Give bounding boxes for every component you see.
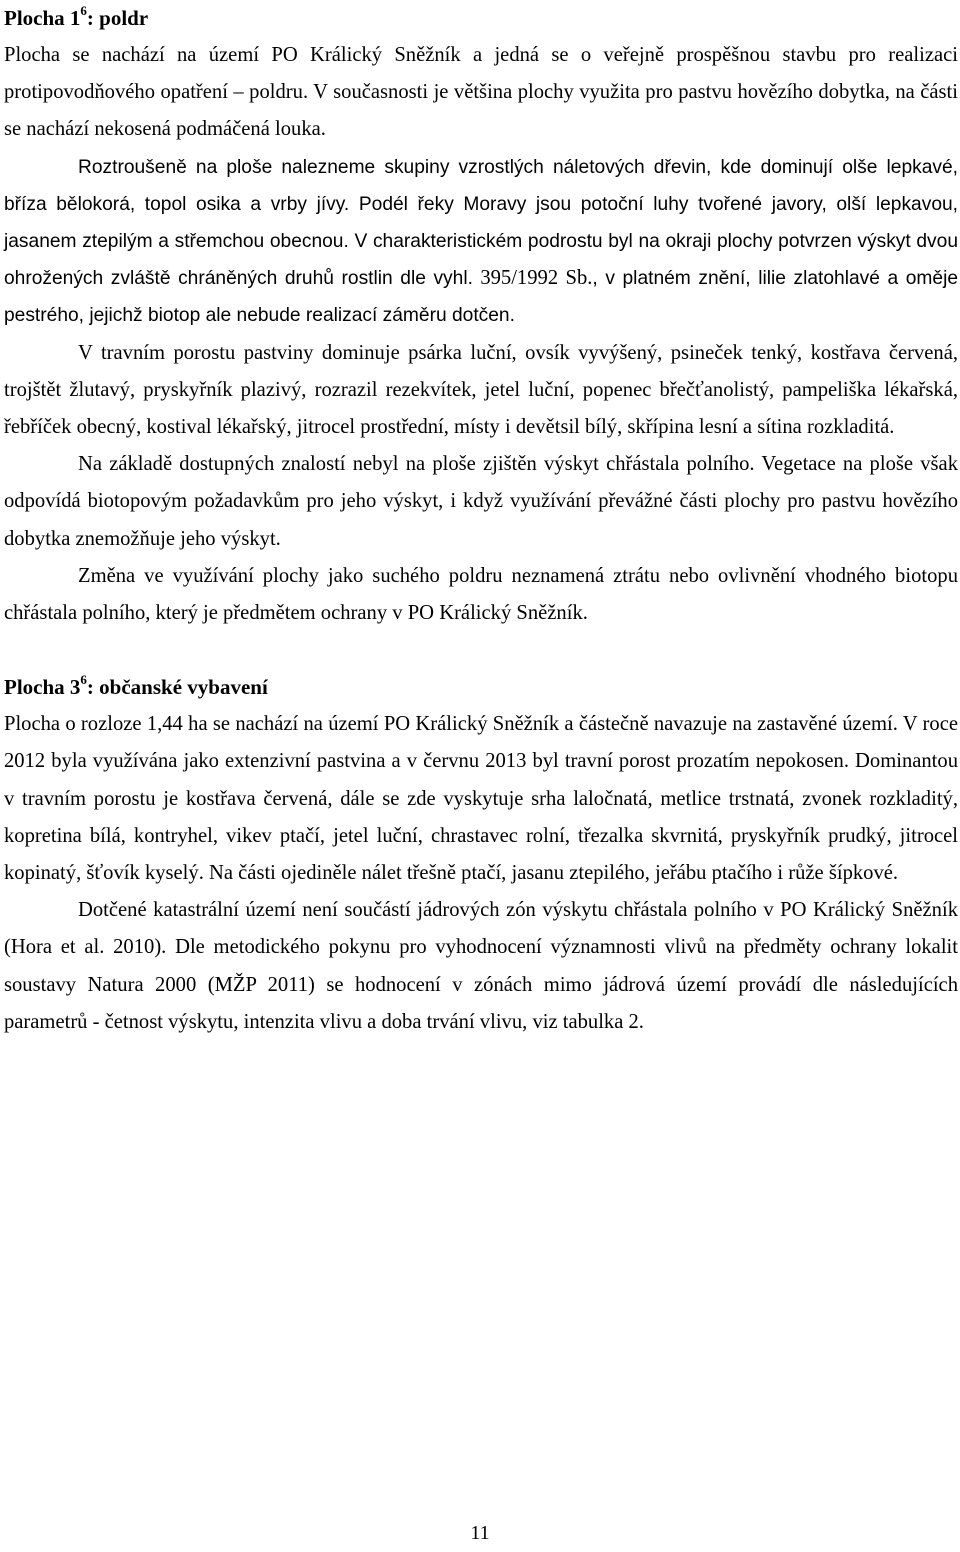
vegetation-text-end: , v platném znění, lilie zlatohlavé a oměje pestrého, jejichž biotop ale nebude realizací záměru dotčen. [4,268,958,327]
heading-text: Plocha 3 [4,675,81,700]
section-gap [4,632,958,669]
paragraph-grassland: V travním porostu pastviny dominuje psárka luční, ovsík vyvýšený, psineček tenký, kostřava červená, trojštět žlutavý, pryskyřník plazivý, rozrazil rezekvítek, jetel luční, popenec břečťanolistý, pampeliška lékařská, řebříček obecný, kostival lékařský, jitrocel prostřední, místy i devětsil bílý, skřípina lesní a sítina rozkladitá. [4,341,958,439]
page-content [4,0,958,1041]
footnote-ref: 6 [80,672,87,688]
footnote-ref: 6 [80,3,87,18]
heading-suffix: : poldr [86,6,149,30]
paragraph-impact: Změna ve využívání plochy jako suchého poldru neznamená ztrátu nebo ovlivnění vhodného biotopu chřástala polního, který je předmětem ochrany v PO Králický Sněžník. [4,564,958,625]
heading-suffix: : občanské vybavení [86,675,268,700]
heading-text: Plocha 1 [4,6,81,30]
paragraph-location: Plocha se nachází na území PO Králický Sněžník a jedná se o veřejně prospěšnou stavbu pro realizaci protipovodňového opatření – poldru. V současnosti je většina plochy využita pro pastvu hovězího dobytka, na části se nachází nekosená podmáčená louka. [4,44,958,141]
section-heading-plocha-1 [4,0,958,37]
paragraph-area-description: Plocha o rozloze 1,44 ha se nachází na území PO Králický Sněžník a částečně navazuje na zastavěné území. V roce 2012 byla využívána jako extenzivní pastvina a v červnu 2013 byl travní porost prozatím nepokosen. Dominantou v travním porostu je kostřava červená, dále se zde vyskytuje srha laločnatá, metlice trstnatá, zvonek rozkladitý, kopretina bílá, kontryhel, vikev ptačí, jetel luční, chrastavec rolní, třezalka skvrnitá, pryskyřník prudký, jitrocel kopinatý, šťovík kyselý. Na části ojediněle nálet třešně ptačí, jasanu ztepilého, jeřábu ptačího i růže šípkové. [4,713,958,885]
vegetation-text: Roztroušeně na ploše nalezneme skupiny vzrostlých náletových dřevin, kde dominují olše lepkavé, bříza bělokorá, topol osika a vrby jívy. Podél řeky Moravy jsou potoční luhy tvořené javory, olší lepkavou, jasanem ztepilým a střemchou obecnou. V charakteristickém podrostu byl na okraji plochy potvrzen výskyt dvou ohrožených zvláště chráněných druhů rostlin dle vyhl. [4,156,958,290]
page-number: 11 [470,1522,490,1544]
regulation-ref: 395/1992 Sb. [472,267,593,290]
section-heading-plocha-3 [4,669,958,706]
paragraph-corncrake: Na základě dostupných znalostí nebyl na ploše zjištěn výskyt chřástala polního. Vegetace na ploše však odpovídá biotopovým požadavkům pro jeho výskyt, i když využívání převážné části plochy pro pastvu hovězího dobytka znemožňuje jeho výskyt. [4,453,958,550]
paragraph-cadastral: Dotčené katastrální území není součástí jádrových zón výskytu chřástala polního v PO Králický Sněžník (Hora et al. 2010). Dle metodického pokynu pro vyhodnocení významnosti vlivů na předměty ochrany lokalit soustavy Natura 2000 (MŽP 2011) se hodnocení v zónách mimo jádrová území provádí dle následujících parametrů - četnost výskytu, intenzita vlivu a doba trvání vlivu, viz tabulka 2. [4,899,958,1033]
paragraph-vegetation [4,149,958,335]
